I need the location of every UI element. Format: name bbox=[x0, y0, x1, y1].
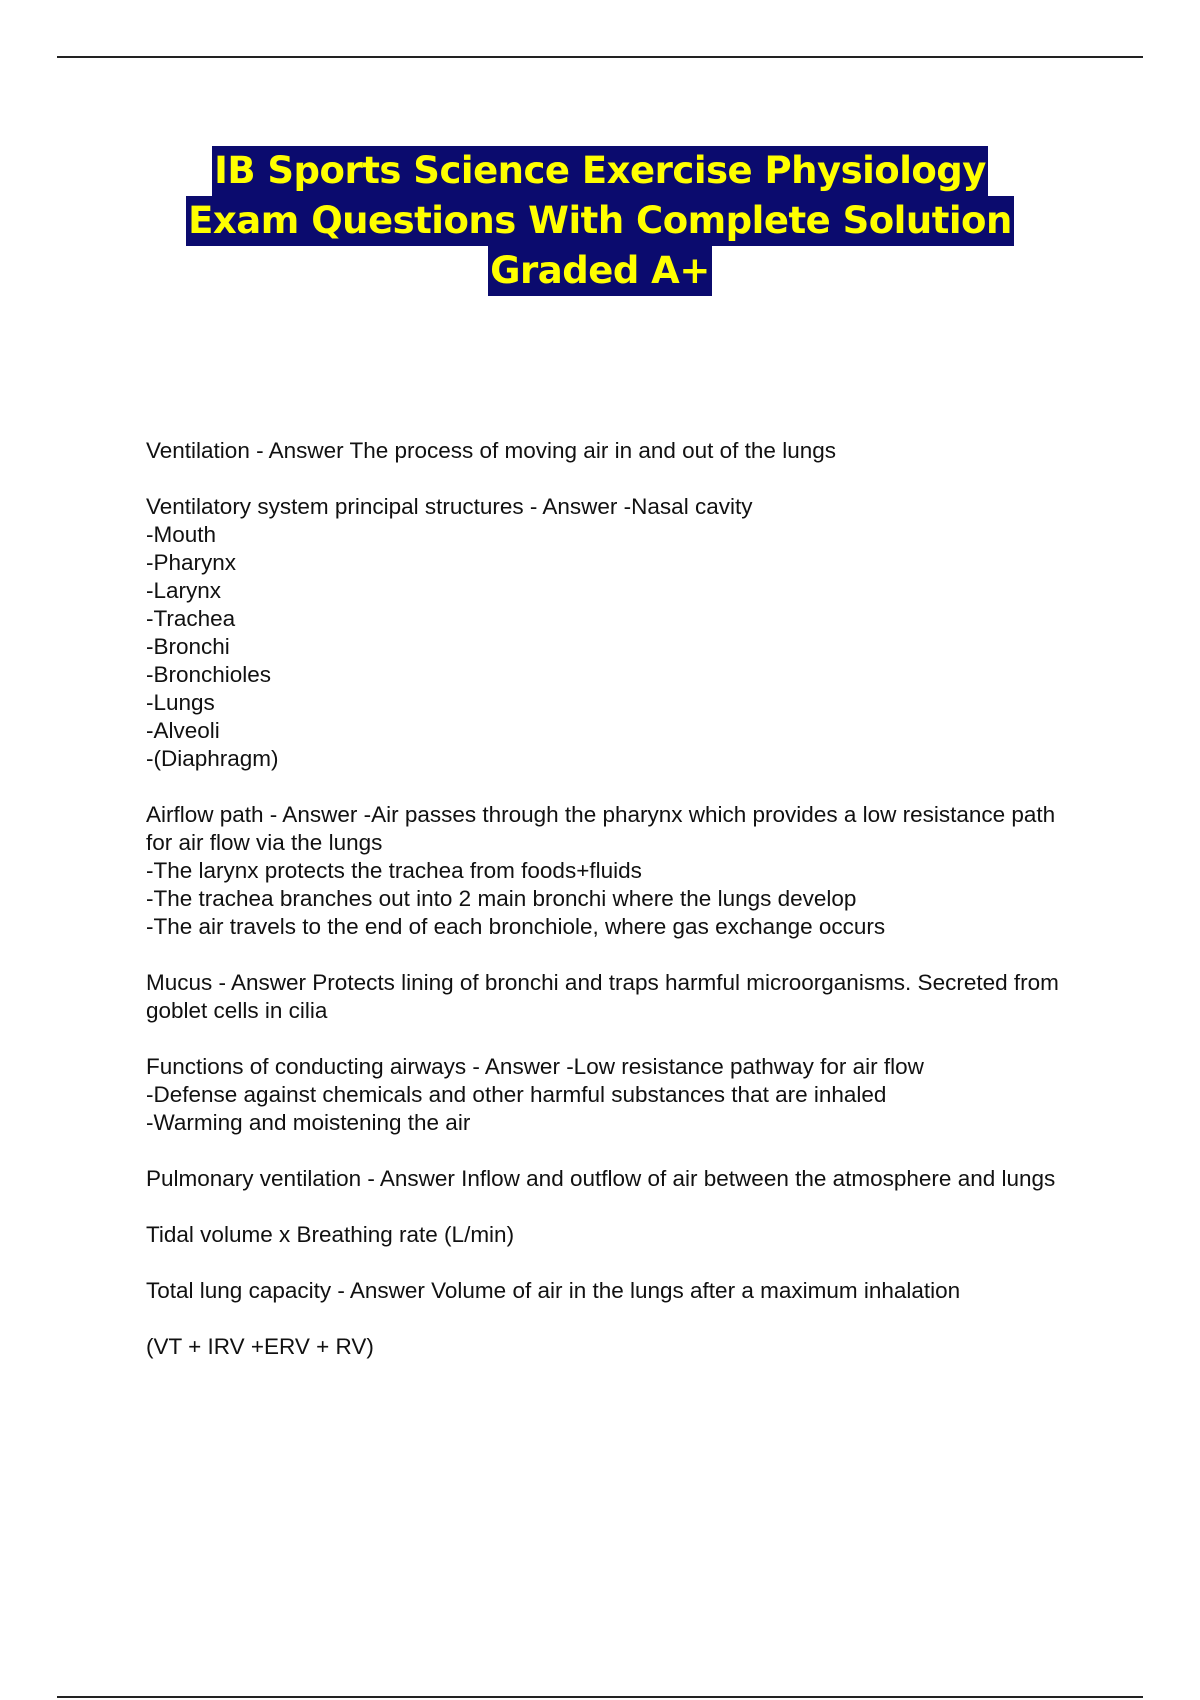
entry-text: Pulmonary ventilation - Answer Inflow and outflow of air between the atmosphere and lungs bbox=[146, 1166, 1056, 1191]
top-rule bbox=[57, 56, 1143, 58]
list-item: -Mouth bbox=[146, 522, 217, 547]
list-item: -The larynx protects the trachea from foods+fluids bbox=[146, 858, 642, 883]
entry-ventilatory-structures bbox=[146, 493, 1076, 773]
list-item: -Trachea bbox=[146, 606, 236, 631]
entry-line: Airflow path - Answer -Air passes through the pharynx which provides a low resistance path for air flow via the lungs bbox=[146, 802, 1056, 855]
title-line-2 bbox=[0, 196, 1200, 246]
title-line-3-text: Graded A+ bbox=[488, 246, 712, 296]
title-line-1 bbox=[0, 146, 1200, 196]
entry-pulmonary-ventilation bbox=[146, 1165, 1076, 1193]
entry-tidal-volume-formula bbox=[146, 1221, 1076, 1249]
list-item: -Warming and moistening the air bbox=[146, 1110, 471, 1135]
entry-text: (VT + IRV +ERV + RV) bbox=[146, 1334, 374, 1359]
list-item: -Defense against chemicals and other harmful substances that are inhaled bbox=[146, 1082, 887, 1107]
bottom-rule bbox=[57, 1696, 1143, 1698]
title-line-1-text: IB Sports Science Exercise Physiology bbox=[212, 146, 988, 196]
entry-text: Mucus - Answer Protects lining of bronchi and traps harmful microorganisms. Secreted from goblet cells in cilia bbox=[146, 970, 1059, 1023]
list-item: -The air travels to the end of each bronchiole, where gas exchange occurs bbox=[146, 914, 886, 939]
entry-total-lung-capacity bbox=[146, 1277, 1076, 1305]
entry-tlc-formula bbox=[146, 1333, 1076, 1361]
title-line-3 bbox=[0, 246, 1200, 296]
entry-airflow-path bbox=[146, 801, 1076, 941]
list-item: -Lungs bbox=[146, 690, 215, 715]
list-item: -(Diaphragm) bbox=[146, 746, 279, 771]
list-item: -Pharynx bbox=[146, 550, 237, 575]
entry-text: Tidal volume x Breathing rate (L/min) bbox=[146, 1222, 515, 1247]
list-item: -Bronchioles bbox=[146, 662, 272, 687]
list-item: -Alveoli bbox=[146, 718, 220, 743]
entry-text: Ventilation - Answer The process of moving air in and out of the lungs bbox=[146, 438, 836, 463]
entry-line: Functions of conducting airways - Answer -Low resistance pathway for air flow bbox=[146, 1054, 924, 1079]
entry-text: Total lung capacity - Answer Volume of air in the lungs after a maximum inhalation bbox=[146, 1278, 961, 1303]
entry-ventilation bbox=[146, 437, 1076, 465]
document-title bbox=[0, 146, 1200, 296]
entry-line: Ventilatory system principal structures - Answer -Nasal cavity bbox=[146, 494, 753, 519]
list-item: -The trachea branches out into 2 main bronchi where the lungs develop bbox=[146, 886, 857, 911]
document-body bbox=[146, 437, 1076, 1389]
title-line-2-text: Exam Questions With Complete Solution bbox=[186, 196, 1014, 246]
list-item: -Bronchi bbox=[146, 634, 230, 659]
entry-mucus bbox=[146, 969, 1076, 1025]
list-item: -Larynx bbox=[146, 578, 222, 603]
entry-conducting-airways bbox=[146, 1053, 1076, 1137]
